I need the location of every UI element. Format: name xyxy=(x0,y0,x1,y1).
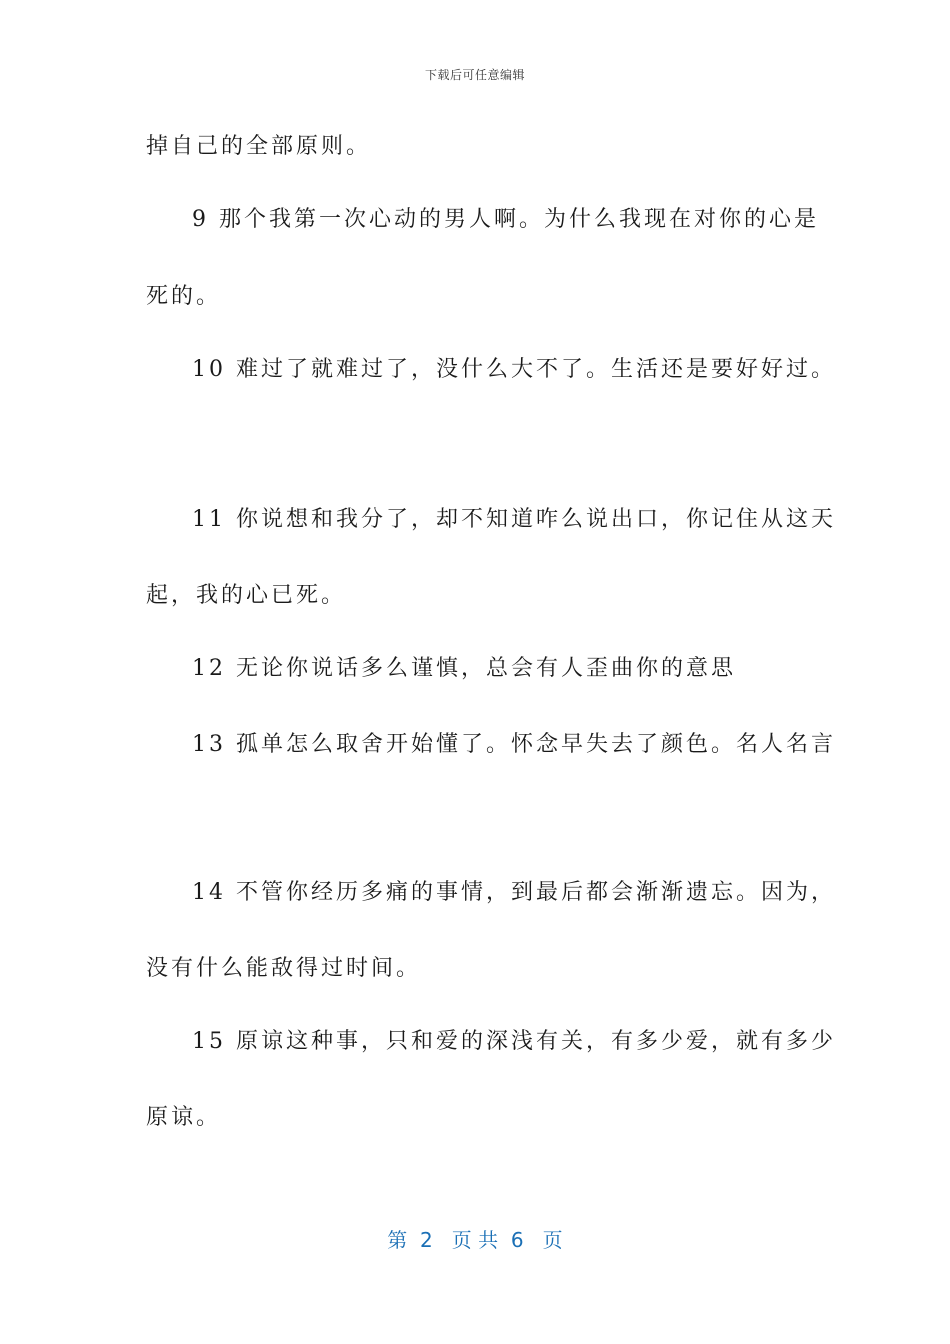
paragraph-line: 13 孤单怎么取舍开始懂了。怀念早失去了颜色。名人名言 xyxy=(192,732,836,757)
paragraph-line: 原谅。 xyxy=(146,1105,222,1130)
paragraph-line: 15 原谅这种事，只和爱的深浅有关，有多少爱，就有多少 xyxy=(192,1029,836,1054)
paragraph-line: 10 难过了就难过了，没什么大不了。生活还是要好好过。 xyxy=(192,357,836,382)
paragraph-line: 起，我的心已死。 xyxy=(146,583,347,608)
paragraph-line: 死的。 xyxy=(146,284,222,309)
paragraph-line: 11 你说想和我分了，却不知道咋么说出口，你记住从这天 xyxy=(192,507,836,532)
paragraph-line: 掉自己的全部原则。 xyxy=(146,134,372,159)
paragraph-line: 14 不管你经历多痛的事情，到最后都会渐渐遗忘。因为， xyxy=(192,880,836,905)
paragraph-line: 12 无论你说话多么谨慎，总会有人歪曲你的意思 xyxy=(192,656,736,681)
paragraph-line: 没有什么能敌得过时间。 xyxy=(146,956,422,981)
page-header: 下载后可任意编辑 xyxy=(424,68,525,82)
page-number-footer: 第 2 页 共 6 页 xyxy=(387,1228,563,1252)
paragraph-line: 9 那个我第一次心动的男人啊。为什么我现在对你的心是 xyxy=(192,207,819,232)
